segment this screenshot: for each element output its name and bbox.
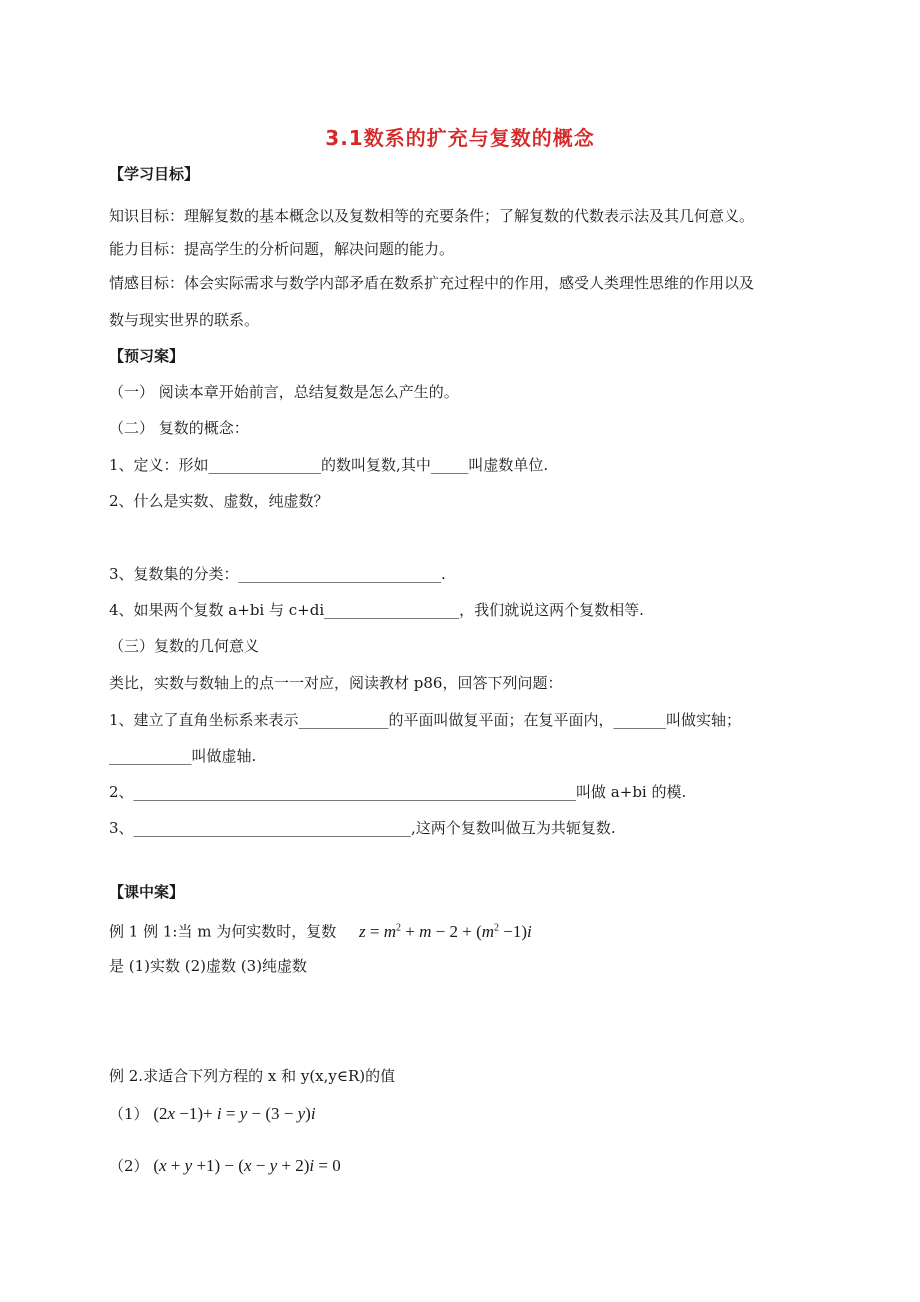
question-equality: 4、如果两个复数 a+bi 与 c+di__________________，我们就说这两个复数相等.: [109, 601, 644, 619]
equation-2-label: （2）: [109, 1157, 149, 1175]
equation-1-formula: (2x −1)+ i = y − (3 − y)i: [153, 1104, 316, 1123]
geometry-q3: 3、_____________________________________,这两个复数叫做互为共轭复数.: [109, 819, 616, 837]
example1-line2: 是 (1)实数 (2)虚数 (3)纯虚数: [109, 957, 308, 975]
example1-line1: [109, 918, 532, 942]
equation-1-label: （1）: [109, 1105, 149, 1123]
goal-emotion-line2: 数与现实世界的联系。: [109, 311, 260, 329]
equation-2: [109, 1156, 341, 1176]
example1-formula: $z = m^2 + m - 2 + (m^2 -1)i$: [359, 921, 532, 941]
geometry-q1-line1: 1、建立了直角坐标系来表示____________的平面叫做复平面；在复平面内，_______叫做实轴；: [109, 711, 742, 729]
goal-emotion-line1: 情感目标：体会实际需求与数学内部矛盾在数系扩充过程中的作用，感受人类理性思维的作用以及: [109, 274, 755, 292]
geometry-q1-line2: ___________叫做虚轴.: [109, 747, 257, 765]
preview-part2: （二） 复数的概念：: [109, 419, 249, 437]
equation-1: [109, 1104, 316, 1124]
question-definition: 1、定义：形如_______________的数叫复数,其中_____叫虚数单位.: [109, 456, 549, 474]
goal-knowledge: 知识目标：理解复数的基本概念以及复数相等的充要条件；了解复数的代数表示法及其几何意义。: [109, 207, 755, 225]
preview-part3: （三）复数的几何意义: [109, 637, 260, 655]
goals-heading: 【学习目标】: [109, 165, 200, 183]
preview-heading: 【预习案】: [109, 347, 185, 365]
example1-prefix: 例 1 例 1:当 m 为何实数时，复数: [109, 922, 337, 941]
preview-part1: （一） 阅读本章开始前言，总结复数是怎么产生的。: [109, 383, 459, 401]
equation-2-formula: (x + y +1) − (x − y + 2)i = 0: [153, 1156, 341, 1175]
page-title: 3.1数系的扩充与复数的概念: [325, 126, 595, 150]
class-heading: 【课中案】: [109, 883, 185, 901]
goal-ability: 能力目标：提高学生的分析问题，解决问题的能力。: [109, 240, 455, 258]
geometry-q2: 2、___________________________________________________________叫做 a+bi 的模.: [109, 783, 687, 801]
question-classification: 3、复数集的分类：___________________________.: [109, 565, 446, 583]
analogy-text: 类比，实数与数轴上的点一一对应，阅读教材 p86，回答下列问题：: [109, 674, 563, 692]
example2-text: 例 2.求适合下列方程的 x 和 y(x,y∈R)的值: [109, 1067, 396, 1085]
question-real-imaginary: 2、什么是实数、虚数，纯虚数？: [109, 492, 329, 510]
